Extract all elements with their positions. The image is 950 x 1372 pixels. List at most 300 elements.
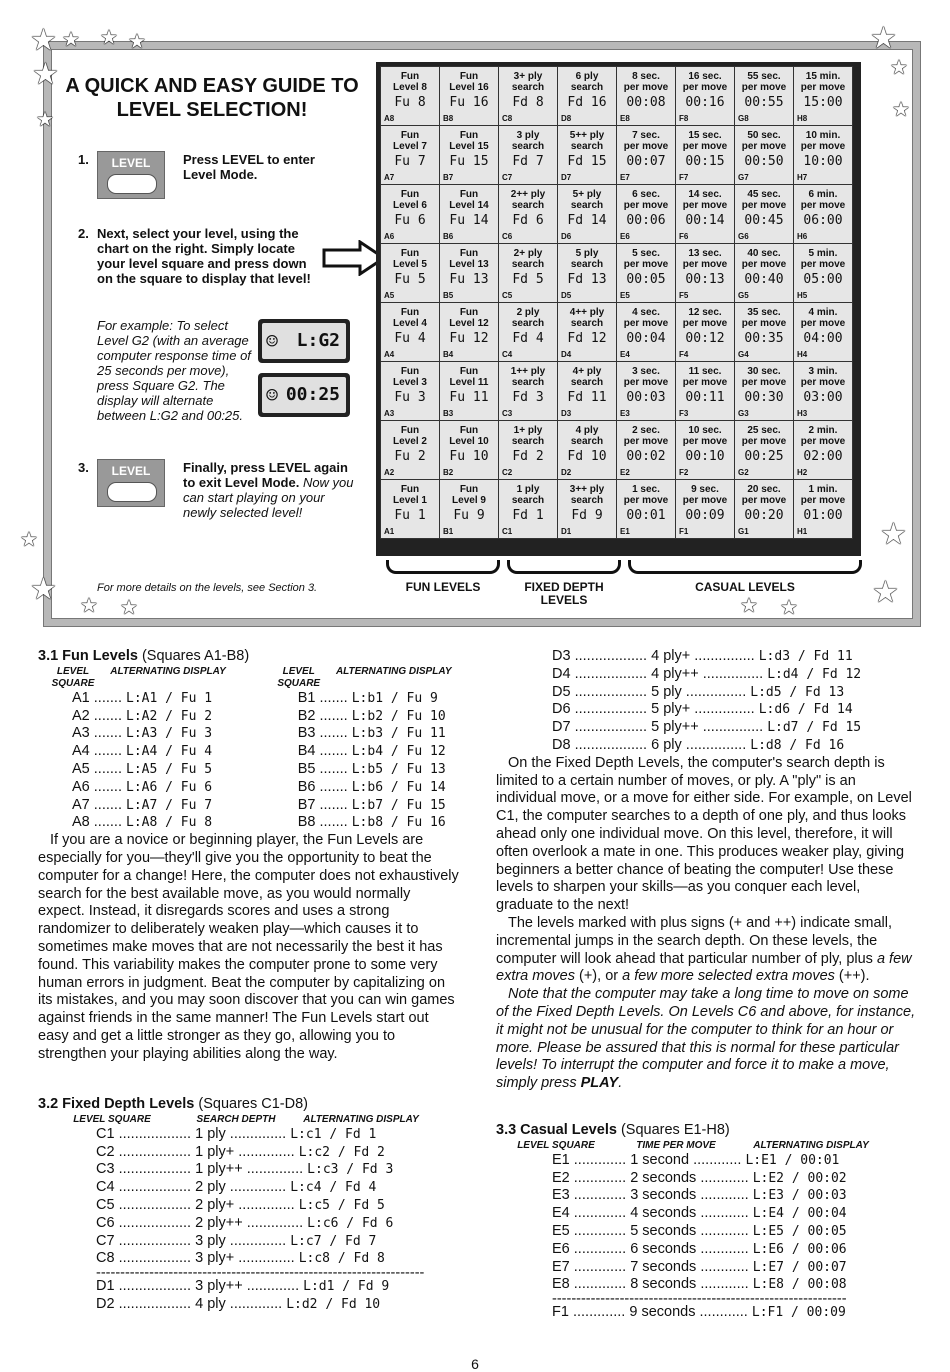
star-decoration-icon: ★: [870, 22, 897, 55]
square-id: G7: [738, 173, 749, 182]
square-display: 10:00: [803, 154, 843, 169]
level-square: [794, 126, 853, 185]
level-row: E2 ............. 2 seconds ............ L:E2 / 00:02: [552, 1169, 847, 1186]
step-3-italic: Now you can start playing on your newly selected level!: [183, 475, 354, 520]
square-label: 14 sec.: [688, 189, 722, 200]
level-row: A2 ....... L:A2 / Fu 2: [72, 707, 213, 724]
star-decoration-icon: ★: [780, 597, 798, 619]
section-3-1: [38, 648, 460, 1064]
level-setting: 6 ply: [651, 736, 682, 753]
level-grid: [380, 66, 853, 539]
level-square: C4: [96, 1179, 115, 1196]
square-label: Level 13: [449, 259, 489, 270]
alternating-display: L:b3 / Fu 11: [351, 726, 446, 742]
alternating-display: L:A2 / Fu 2: [126, 708, 213, 724]
level-square: [499, 67, 558, 126]
level-square: E6: [552, 1240, 570, 1257]
square-display: 00:11: [685, 390, 725, 405]
level-square: [381, 185, 440, 244]
square-id: F3: [679, 409, 689, 418]
square-label: per move: [623, 318, 669, 329]
square-id: H2: [797, 468, 808, 477]
paragraph: If you are a novice or beginning player, the Fun Levels are especially for you—they'll give you the opportunity to beat the computer for a change! Here, the computer does not exhaustively search for the best available move, as you would normally expect. Instead, it disregards scores and uses a strong randomizer to deliberately weaken play—which causes it to sometimes make moves that are not necessarily the best it has found. This variability makes the computer prone to some very human errors in judgment. Beat the computer by capitalizing on its mistakes, and you may soon discover that you can win games against friends in the same manner! The Fun Levels start out easy and get a little stronger as they go, allowing you to strengthen your playing abilities along the way.: [38, 832, 459, 1062]
square-label: Level 11: [449, 377, 489, 388]
square-id: G6: [738, 232, 749, 241]
square-label: Fun: [400, 189, 420, 200]
square-label: 20 sec.: [747, 484, 781, 495]
square-label: 13 sec.: [688, 248, 722, 259]
button-oval-icon: [107, 482, 157, 502]
square-id: B5: [443, 291, 454, 300]
alternating-display: L:E8 / 00:08: [752, 1277, 847, 1293]
level-square: [735, 362, 794, 421]
level-square: [499, 126, 558, 185]
level-row: E1 ............. 1 second ............ L:E1 / 00:01: [552, 1151, 840, 1168]
square-label: 15 min.: [805, 71, 841, 82]
level-row: C8 .................. 3 ply+ .............. L:c8 / Fd 8: [96, 1250, 385, 1267]
square-label: per move: [800, 495, 846, 506]
square-display: 00:02: [626, 449, 666, 464]
level-square: [440, 480, 499, 539]
level-square: [617, 244, 676, 303]
square-label: Level 16: [449, 82, 489, 93]
star-decoration-icon: ★: [128, 31, 146, 53]
level-square: [617, 421, 676, 480]
level-setting: 6 seconds: [630, 1240, 697, 1257]
level-row: A4 ....... L:A4 / Fu 4: [72, 743, 213, 760]
square-label: per move: [682, 259, 728, 270]
square-display: 05:00: [803, 272, 843, 287]
level-square: A8: [72, 814, 90, 831]
square-label: 4++ ply: [569, 307, 605, 318]
square-label: per move: [682, 318, 728, 329]
level-square: [735, 303, 794, 362]
alternating-display: L:c8 / Fd 8: [298, 1251, 385, 1267]
level-square: [381, 126, 440, 185]
separator: -------------------------------------------------------------: [552, 1294, 847, 1305]
square-label: 2 min.: [808, 425, 838, 436]
brace: [507, 560, 621, 574]
square-display: Fu 12: [449, 331, 489, 346]
level-square: [617, 303, 676, 362]
alternating-display: L:b2 / Fu 10: [351, 708, 446, 724]
level-square: [735, 185, 794, 244]
square-display: Fd 2: [512, 449, 544, 464]
step-2-text: Next, select your level, using the chart on the right. Simply locate your level square and press down on the square to display that level!: [97, 226, 311, 286]
square-display: Fd 7: [512, 154, 544, 169]
level-row: D2 .................. 4 ply ............. L:d2 / Fd 10: [96, 1295, 381, 1312]
square-label: 10 min.: [805, 130, 841, 141]
alternating-display: L:A5 / Fu 5: [126, 761, 213, 777]
section-subtitle: (Squares C1-D8): [198, 1096, 308, 1112]
square-label: Level 1: [393, 495, 427, 506]
square-label: 11 sec.: [688, 366, 722, 377]
level-button-illustration: [97, 151, 165, 199]
level-row: B5 ....... L:b5 / Fu 13: [297, 760, 446, 777]
square-display: 04:00: [803, 331, 843, 346]
level-square: [558, 480, 617, 539]
level-setting: 2 ply++: [195, 1214, 243, 1231]
square-label: Level 15: [449, 141, 489, 152]
square-label: Fun: [400, 248, 420, 259]
alternating-display: L:d7 / Fd 15: [767, 720, 862, 736]
square-id: E7: [620, 173, 630, 182]
paragraph: The levels marked with plus signs (+ and ++) indicate small, incremental jumps in the search depth. On these levels, the computer will look ahead that particular number of ply, plus a few extra moves (+), or a few more selected extra moves (++).: [496, 914, 912, 985]
level-row: C4 .................. 2 ply .............. L:c4 / Fd 4: [96, 1179, 377, 1196]
square-label: search: [511, 82, 545, 93]
alternating-display: L:b1 / Fu 9: [351, 690, 438, 706]
col-header: ALTERNATING DISPLAY: [335, 665, 452, 677]
square-id: D2: [561, 468, 572, 477]
more-details-note: For more details on the levels, see Section 3.: [97, 582, 318, 594]
level-square: [735, 67, 794, 126]
step-number: 1.: [78, 152, 89, 167]
square-label: per move: [623, 259, 669, 270]
level-square: [794, 303, 853, 362]
square-id: B8: [443, 114, 454, 123]
level-square: C8: [96, 1250, 115, 1267]
alternating-display: L:c7 / Fd 7: [290, 1233, 377, 1249]
step-number: 3.: [78, 460, 89, 475]
level-square: [794, 185, 853, 244]
square-id: C4: [502, 350, 513, 359]
square-label: Fun: [400, 130, 420, 141]
level-button-label: LEVEL: [111, 156, 151, 170]
square-display: 03:00: [803, 390, 843, 405]
level-setting: 4 seconds: [630, 1205, 697, 1222]
square-id: A5: [384, 291, 395, 300]
level-setting: 3 ply++: [195, 1278, 243, 1295]
square-label: search: [570, 200, 604, 211]
square-display: Fu 8: [394, 95, 426, 110]
section-title: 3.1 Fun Levels: [38, 648, 138, 664]
level-row: C6 .................. 2 ply++ .............. L:c6 / Fd 6: [96, 1214, 394, 1231]
square-label: Fun: [400, 307, 420, 318]
level-square: A3: [72, 725, 90, 742]
level-square: C5: [96, 1196, 115, 1213]
square-display: 02:00: [803, 449, 843, 464]
square-display: 00:20: [744, 508, 784, 523]
square-display: Fu 16: [449, 95, 489, 110]
square-label: 15 sec.: [688, 130, 722, 141]
square-label: Fun: [400, 425, 420, 436]
square-label: search: [511, 318, 545, 329]
square-display: Fd 15: [567, 154, 607, 169]
square-label: per move: [741, 318, 787, 329]
level-setting: 8 seconds: [630, 1276, 697, 1293]
level-button-label: LEVEL: [111, 464, 151, 478]
square-label: 50 sec.: [747, 130, 781, 141]
square-label: Fun: [400, 71, 420, 82]
computer-face-icon: ☺: [266, 329, 279, 353]
level-square: A1: [72, 689, 90, 706]
level-square: C2: [96, 1143, 115, 1160]
square-id: E2: [620, 468, 630, 477]
square-id: G1: [738, 527, 749, 536]
level-row: E7 ............. 7 seconds ............ L:E7 / 00:07: [552, 1258, 847, 1275]
square-label: 4 min.: [808, 307, 838, 318]
square-display: 06:00: [803, 213, 843, 228]
square-display: Fd 10: [567, 449, 607, 464]
square-id: G5: [738, 291, 749, 300]
square-id: B2: [443, 468, 454, 477]
square-label: 4+ ply: [572, 366, 602, 377]
square-id: G4: [738, 350, 749, 359]
square-label: per move: [800, 259, 846, 270]
col-header: LEVEL SQUARE: [277, 665, 321, 689]
level-row: C3 .................. 1 ply++ .............. L:c3 / Fd 3: [96, 1161, 394, 1178]
level-square: [676, 362, 735, 421]
level-square: [499, 185, 558, 244]
square-id: D6: [561, 232, 572, 241]
level-square: A6: [72, 778, 90, 795]
square-display: Fu 15: [449, 154, 489, 169]
square-display: 00:50: [744, 154, 784, 169]
alternating-display: L:d1 / Fd 9: [303, 1279, 390, 1295]
level-square: B7: [297, 796, 316, 813]
square-label: 2+ ply: [513, 248, 543, 259]
square-label: search: [570, 377, 604, 388]
square-display: 00:12: [685, 331, 725, 346]
square-label: per move: [682, 82, 728, 93]
level-square: D5: [552, 683, 571, 700]
alternating-display: L:d8 / Fd 16: [750, 737, 845, 753]
level-row: E8 ............. 8 seconds ............ L:E8 / 00:08: [552, 1276, 847, 1293]
level-square: A7: [72, 796, 90, 813]
level-setting: 4 ply: [195, 1295, 226, 1312]
square-label: per move: [682, 495, 728, 506]
square-label: per move: [741, 200, 787, 211]
square-display: Fd 11: [567, 390, 607, 405]
square-label: per move: [741, 141, 787, 152]
square-display: 00:05: [626, 272, 666, 287]
level-square: [676, 67, 735, 126]
square-display: 00:14: [685, 213, 725, 228]
square-id: B4: [443, 350, 454, 359]
square-id: F8: [679, 114, 689, 123]
alternating-display: L:d6 / Fd 14: [758, 702, 853, 718]
level-row: B8 ....... L:b8 / Fu 16: [297, 814, 446, 831]
level-setting: 2 seconds: [630, 1169, 697, 1186]
square-label: 30 sec.: [747, 366, 781, 377]
square-label: 40 sec.: [747, 248, 781, 259]
square-label: Level 9: [452, 495, 486, 506]
alternating-display: L:b5 / Fu 13: [351, 761, 446, 777]
square-label: per move: [741, 259, 787, 270]
square-label: Fun: [459, 189, 479, 200]
level-square: [794, 362, 853, 421]
square-id: A2: [384, 468, 395, 477]
level-square: D3: [552, 648, 571, 664]
square-display: Fd 3: [512, 390, 544, 405]
level-square: B3: [297, 725, 316, 742]
level-square: [440, 126, 499, 185]
square-label: per move: [682, 200, 728, 211]
level-square: [735, 126, 794, 185]
lcd-value: L:G2: [296, 330, 340, 351]
square-label: 3 min.: [808, 366, 838, 377]
square-label: per move: [800, 318, 846, 329]
square-label: per move: [800, 82, 846, 93]
lcd-display: [258, 319, 350, 363]
square-label: Level 5: [393, 259, 427, 270]
level-square: B5: [297, 760, 316, 777]
level-square: C3: [96, 1161, 115, 1178]
alternating-display: L:F1 / 00:09: [751, 1305, 846, 1321]
level-square: [381, 480, 440, 539]
level-square: [381, 303, 440, 362]
square-label: per move: [800, 436, 846, 447]
square-id: A8: [384, 114, 395, 123]
level-square: [499, 244, 558, 303]
square-label: Level 3: [393, 377, 427, 388]
alternating-display: L:b6 / Fu 14: [351, 779, 446, 795]
square-label: search: [570, 82, 604, 93]
square-id: H6: [797, 232, 808, 241]
alternating-display: L:c2 / Fd 2: [298, 1144, 385, 1160]
star-decoration-icon: ★: [740, 595, 758, 617]
square-display: Fu 11: [449, 390, 489, 405]
level-square: [440, 185, 499, 244]
level-square: D8: [552, 736, 571, 753]
level-square: [617, 126, 676, 185]
level-setting: 4 ply+: [651, 648, 691, 664]
alternating-display: L:A1 / Fu 1: [126, 690, 213, 706]
square-label: 4 sec.: [632, 307, 660, 318]
square-display: Fd 12: [567, 331, 607, 346]
square-label: 1++ ply: [510, 366, 546, 377]
paragraph: On the Fixed Depth Levels, the computer's search depth is limited to a certain number of moves, or ply. A "ply" is an individual move, or a move for either side. For example, on Level C1, the computer searches to a depth of one ply, and thus looks ahead only one individual move. On this level, therefore, it will often overlook a mate in one. This produces weaker play, giving beginners a better chance of beating the computer! Use these levels to sharpen your skills—as you conquer each level, graduate to the next!: [496, 754, 912, 914]
square-label: Level 2: [393, 436, 427, 447]
alternating-display: L:A3 / Fu 3: [126, 726, 213, 742]
level-row: B6 ....... L:b6 / Fu 14: [297, 778, 446, 795]
square-display: 00:40: [744, 272, 784, 287]
square-label: per move: [682, 436, 728, 447]
square-display: 00:55: [744, 95, 784, 110]
level-row: A6 ....... L:A6 / Fu 6: [72, 778, 213, 795]
square-label: 5 min.: [808, 248, 838, 259]
star-decoration-icon: ★: [62, 29, 80, 51]
alternating-display: L:c3 / Fd 3: [307, 1162, 394, 1178]
level-row: C7 .................. 3 ply .............. L:c7 / Fd 7: [96, 1232, 377, 1249]
square-label: 9 sec.: [691, 484, 719, 495]
level-square: [735, 421, 794, 480]
level-square: [381, 67, 440, 126]
square-label: Fun: [459, 130, 479, 141]
square-label: search: [570, 495, 604, 506]
col-header: ALTERNATING DISPLAY: [753, 1139, 869, 1151]
alternating-display: L:b4 / Fu 12: [351, 744, 446, 760]
square-display: 00:10: [685, 449, 725, 464]
square-label: Fun: [400, 366, 420, 377]
level-square: C6: [96, 1214, 115, 1231]
square-label: per move: [623, 436, 669, 447]
level-row: D4 .................. 4 ply++ ............... L:d4 / Fd 12: [552, 665, 862, 682]
square-display: 00:30: [744, 390, 784, 405]
square-label: 1 min.: [808, 484, 838, 495]
col-header: LEVEL SQUARE: [51, 665, 95, 689]
square-id: F5: [679, 291, 689, 300]
level-button-illustration: [97, 459, 165, 507]
square-id: F4: [679, 350, 689, 359]
page-title: A QUICK AND EASY GUIDE TO LEVEL SELECTION!: [65, 75, 359, 121]
square-label: 6 ply: [575, 71, 599, 82]
level-square: [440, 67, 499, 126]
alternating-display: L:c1 / Fd 1: [290, 1126, 377, 1142]
level-setting: 5 seconds: [630, 1222, 697, 1239]
square-label: per move: [800, 141, 846, 152]
level-square: C1: [96, 1125, 115, 1142]
level-square: C7: [96, 1232, 115, 1249]
level-row: B1 ....... L:b1 / Fu 9: [297, 689, 438, 706]
level-square: B6: [297, 778, 316, 795]
square-id: C3: [502, 409, 513, 418]
square-id: E4: [620, 350, 630, 359]
star-decoration-icon: ★: [890, 57, 908, 79]
level-square: E2: [552, 1169, 570, 1186]
level-row: A3 ....... L:A3 / Fu 3: [72, 725, 213, 742]
square-id: C5: [502, 291, 513, 300]
square-id: H7: [797, 173, 808, 182]
square-label: per move: [741, 495, 787, 506]
alternating-display: L:c5 / Fd 5: [298, 1197, 385, 1213]
alternating-display: L:E5 / 00:05: [752, 1223, 847, 1239]
square-label: 3++ ply: [569, 484, 605, 495]
square-display: Fd 9: [571, 508, 603, 523]
square-label: 2 sec.: [632, 425, 660, 436]
square-label: per move: [682, 377, 728, 388]
level-row: B7 ....... L:b7 / Fu 15: [297, 796, 446, 813]
alternating-display: L:d2 / Fd 10: [286, 1296, 381, 1312]
col-header: ALTERNATING DISPLAY: [110, 665, 226, 677]
square-id: C8: [502, 114, 513, 123]
square-display: 00:15: [685, 154, 725, 169]
square-label: 2++ ply: [510, 189, 546, 200]
square-label: search: [570, 436, 604, 447]
level-square: A5: [72, 760, 90, 777]
square-id: D3: [561, 409, 572, 418]
alternating-display: L:E3 / 00:03: [752, 1188, 847, 1204]
level-setting: 4 ply++: [651, 665, 699, 682]
level-square: B1: [297, 689, 316, 706]
square-label: 25 sec.: [747, 425, 781, 436]
star-decoration-icon: ★: [30, 24, 57, 57]
square-id: C2: [502, 468, 513, 477]
level-square: [617, 362, 676, 421]
star-decoration-icon: ★: [892, 99, 910, 121]
square-display: 00:45: [744, 213, 784, 228]
section-3-2: [38, 1096, 458, 1314]
lcd-value: 00:25: [285, 384, 340, 405]
level-square: [381, 244, 440, 303]
level-square: [558, 421, 617, 480]
square-label: Level 7: [393, 141, 427, 152]
section-subtitle: (Squares A1-B8): [141, 648, 250, 664]
square-id: A3: [384, 409, 395, 418]
square-label: Fun: [459, 484, 479, 495]
square-display: 00:13: [685, 272, 725, 287]
level-square: [499, 303, 558, 362]
square-label: Level 14: [449, 200, 489, 211]
square-id: G2: [738, 468, 749, 477]
alternating-display: L:E7 / 00:07: [752, 1259, 847, 1275]
square-id: D7: [561, 173, 572, 182]
star-decoration-icon: ★: [872, 576, 899, 609]
level-square: [617, 67, 676, 126]
square-display: 00:25: [744, 449, 784, 464]
square-label: Level 4: [393, 318, 427, 329]
star-decoration-icon: ★: [20, 529, 38, 551]
